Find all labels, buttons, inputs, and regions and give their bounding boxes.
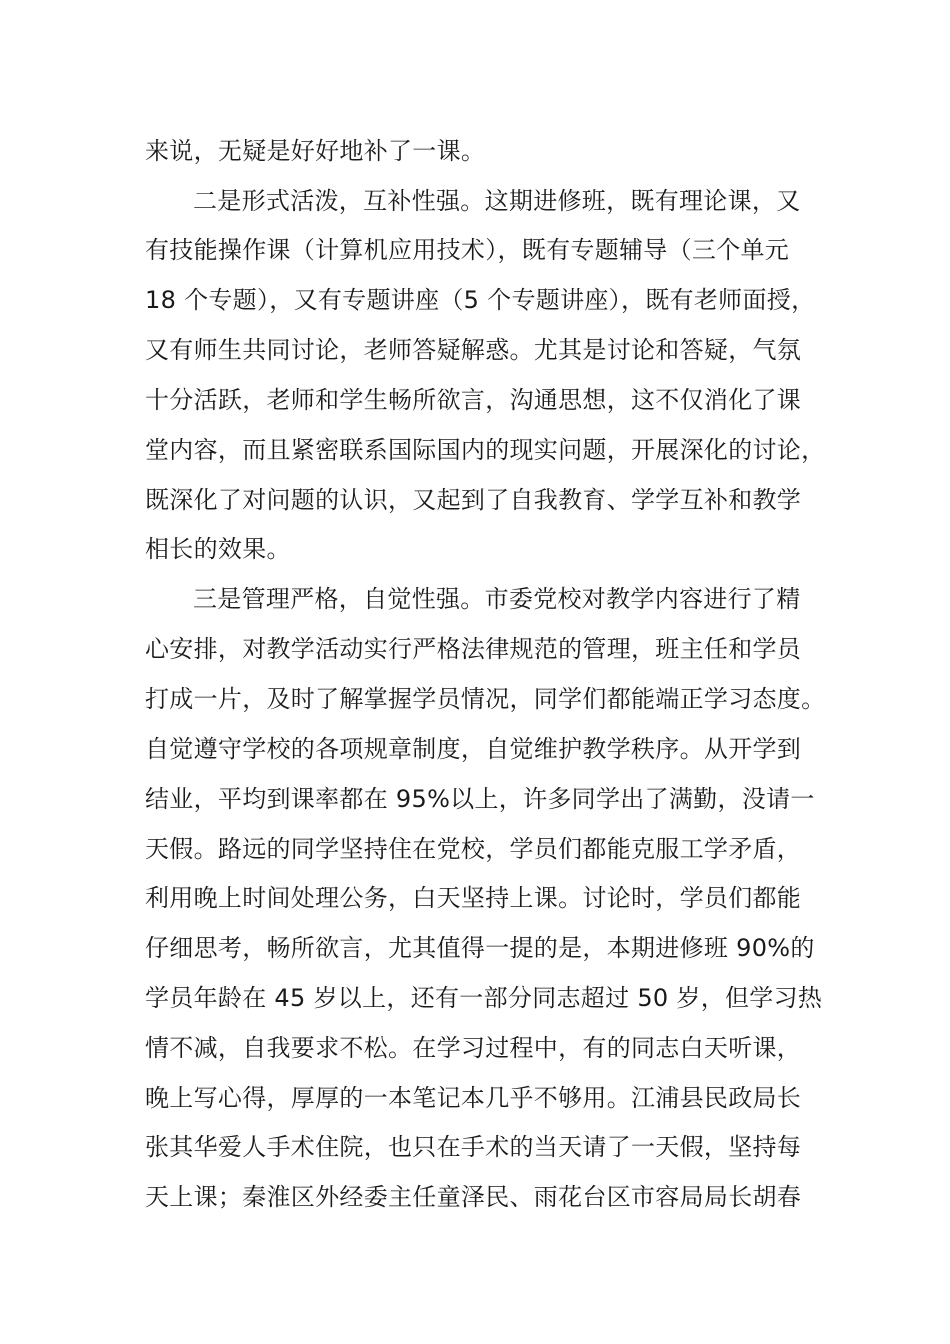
text-line: 18 个专题），又有专题讲座（5 个专题讲座），既有老师面授， xyxy=(145,286,816,314)
text-line: 相长的效果。 xyxy=(145,535,291,563)
text-line: 学员年龄在 45 岁以上，还有一部分同志超过 50 岁，但学习热 xyxy=(145,984,823,1012)
text-line: 有技能操作课（计算机应用技术），既有专题辅导（三个单元 xyxy=(145,236,790,264)
text-line: 堂内容，而且紧密联系国际国内的现实问题，开展深化的讨论， xyxy=(145,436,826,464)
paragraph-start-line: 二是形式活泼，互补性强。这期进修班，既有理论课，又 xyxy=(193,187,801,215)
text-line: 仔细思考，畅所欲言，尤其值得一提的是，本期进修班 90%的 xyxy=(145,934,815,962)
text-line: 心安排，对教学活动实行严格法律规范的管理，班主任和学员 xyxy=(145,635,802,663)
text-line: 十分活跃，老师和学生畅所欲言，沟通思想，这不仅消化了课 xyxy=(145,386,802,414)
text-line: 天假。路远的同学坚持住在党校，学员们都能克服工学矛盾， xyxy=(145,835,802,863)
text-line: 既深化了对问题的认识，又起到了自我教育、学学互补和教学 xyxy=(145,486,802,514)
text-line: 情不减，自我要求不松。在学习过程中，有的同志白天听课， xyxy=(145,1034,802,1062)
text-line: 打成一片，及时了解掌握学员情况，同学们都能端正学习态度。 xyxy=(145,685,826,713)
text-line: 又有师生共同讨论，老师答疑解惑。尤其是讨论和答疑，气氛 xyxy=(145,336,802,364)
text-line: 来说，无疑是好好地补了一课。 xyxy=(145,137,486,165)
text-line: 利用晚上时间处理公务，白天坚持上课。讨论时，学员们都能 xyxy=(145,884,802,912)
text-line: 自觉遵守学校的各项规章制度，自觉维护教学秩序。从开学到 xyxy=(145,735,802,763)
paragraph-start-line: 三是管理严格，自觉性强。市委党校对教学内容进行了精 xyxy=(193,585,801,613)
text-line: 结业，平均到课率都在 95%以上，许多同学出了满勤，没请一 xyxy=(145,785,815,813)
text-line: 天上课；秦淮区外经委主任童泽民、雨花台区市容局局长胡春 xyxy=(145,1183,802,1211)
text-line: 张其华爱人手术住院，也只在手术的当天请了一天假，坚持每 xyxy=(145,1133,802,1161)
text-line: 晚上写心得，厚厚的一本笔记本几乎不够用。江浦县民政局长 xyxy=(145,1084,802,1112)
